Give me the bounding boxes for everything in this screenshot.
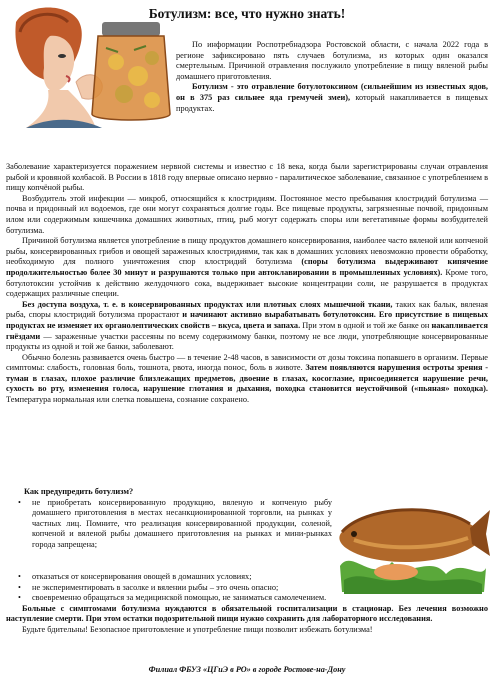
prevention-item-4: • своевременно обращаться за медицинской помощью, не заниматься самолечением. — [32, 593, 488, 604]
onset-paragraph — [6, 353, 488, 406]
prevention-heading: Как предупредить ботулизм? — [24, 487, 134, 496]
prevention-list-top — [6, 498, 332, 551]
prevention-block — [6, 487, 332, 551]
definition-bold: Ботулизм - это отравление ботулотоксином (сильнейшим из известных ядов, он в 375 раз сильнее яда гремучей змеи), — [176, 82, 488, 102]
onset-text-2: Температура нормальная или слетка повышена, сознание сохранено. — [6, 395, 250, 405]
lower-text-block — [6, 572, 488, 636]
intro-paragraph: По информации Роспотребнадзора Ростовской области, с начала 2022 года в регионе зафиксировано пять случаев ботулизма, из которых один оказался смертельным. Причиной отравления послужило употребление в пищу вяленой рыбы домашнего приготовления. — [176, 40, 488, 81]
cause-text-1: Причиной ботулизма является употребление в пищу продуктов домашнего консервирования, наиболее часто вяленой или копченой рыбы, консервированных грибов и овощей зараженных клостридиями, так как в домашних условиях невозможно провести обработку, необходимую для полного уничтожения спор клостридий ботулизма — [6, 236, 488, 267]
prevention-list-bottom — [6, 572, 488, 604]
hospital-paragraph: Больные с симптомами ботулизма нуждаются в обязательной госпитализации в стационар. Без лечения возможно наступление смерти. При этом остатки подозрительной пищи нужно сохранить для лабораторного исследования. — [6, 603, 488, 624]
closing-paragraph: Будьте бдительны! Безопасное приготовление и употребление пищи позволит избежать ботулизма! — [22, 624, 373, 634]
air-paragraph — [6, 300, 488, 353]
air-text-2: При этом в одной и той же банке он — [300, 320, 432, 330]
air-text-3: — зараженные участки рассеяны по всему содержимому банки, поэтому не все люди, употребляющие консервированные продукты из одной и той же банки, заболевают. — [6, 331, 488, 352]
definition-paragraph — [176, 82, 488, 114]
disease-paragraph: Заболевание характеризуется поражением нервной системы и известно с 18 века, когда были зарегистрированы случаи отравления рыбой и кровяной колбасой. В России в 1818 году впервые описано нервно - паралитическое заболевание, связанное с употреблением в пищу копчёной рыбы. — [6, 162, 488, 193]
agent-paragraph: Возбудитель этой инфекции — микроб, относящийся к клостридиям. Постоянное место пребывания клостридий ботулизма — почва и придонный ил водоемов, где они могут сохраняться долгие годы. Все пищевые продукты, загрязненные почвой, придонным илом или содержимым кишечника домашних животных, птиц, рыб могут содержать споры или вегетативные формы возбудителей ботулизма. — [6, 193, 488, 235]
air-text-bold2: и начинают активно вырабатывать ботулотоксин. Его присутствие в пищевых продуктах не изменяет их органолептических свойств – вкуса, цвета и запаха. — [6, 310, 488, 330]
cause-paragraph — [6, 236, 488, 300]
cause-text-2: Кроме того, ботулотоксин устойчив к действию желудочного сока, выдерживает высокие концентрации соли, не разрушается в продуктах содержащих различные специи. — [6, 267, 489, 299]
cause-text-bold: (споры ботулизма выдерживают кипячение продолжительностью более 30 минут и разрушаются только при автоклавировании в промышленных условиях). — [6, 257, 488, 277]
onset-text-1: Обычно болезнь развивается очень быстро — в течение 2-48 часов, в зависимости от дозы токсина попавшего в организм. Первые симптомы: слабость, головная боль, тошнота, рвота, иногда понос, боль в животе. — [6, 352, 488, 373]
air-text-bold: Без доступа воздуха, т. е. в консервированных продуктах или плотных слоях мышечной ткани, — [22, 299, 393, 309]
prevention-item-3: • не экспериментировать в засолке и вялении рыбы – это очень опасно; — [32, 583, 488, 594]
air-text-bold3: накапливается гнёздами — [6, 320, 488, 341]
page-title: Ботулизм: все, что нужно знать! — [148, 6, 346, 21]
intro-block — [176, 40, 488, 114]
main-text-block — [6, 162, 488, 406]
onset-text-bold: Затем появляются нарушения остроты зрения - туман в глазах, плохое различие близлежащих предметов, двоение в глазах, косоглазие, присоединяется нарушение речи, сухость во рту, изменения голоса, нарушение глотания и дыхания, походка становится неустойчивой («пьяная» походка). — [6, 363, 488, 394]
prevention-item-2: • отказаться от консервирования овощей в домашних условиях; — [32, 572, 488, 583]
woman-with-jar-illustration — [6, 2, 176, 130]
prevention-item-1: • не приобретать консервированную продукцию, вяленую и копченую рыбу домашнего приготовления в местах несанкционированной торговли, на рынках у частных лиц. Помните, что реализация консервированной продукции, соленой, копченой и вяленой рыбы домашнего приготовления на рынках и мини-рынках города запрещена; — [32, 498, 332, 551]
footer-organization: Филиал ФБУЗ «ЦГиЭ в РО» в городе Ростове-на-Дону — [148, 665, 346, 674]
definition-rest: который накапливается в пищевых продуктах. — [176, 92, 488, 113]
air-text-1: таких как балык, вяленая рыба, споры клостридий ботулизма прорастают — [6, 299, 488, 320]
